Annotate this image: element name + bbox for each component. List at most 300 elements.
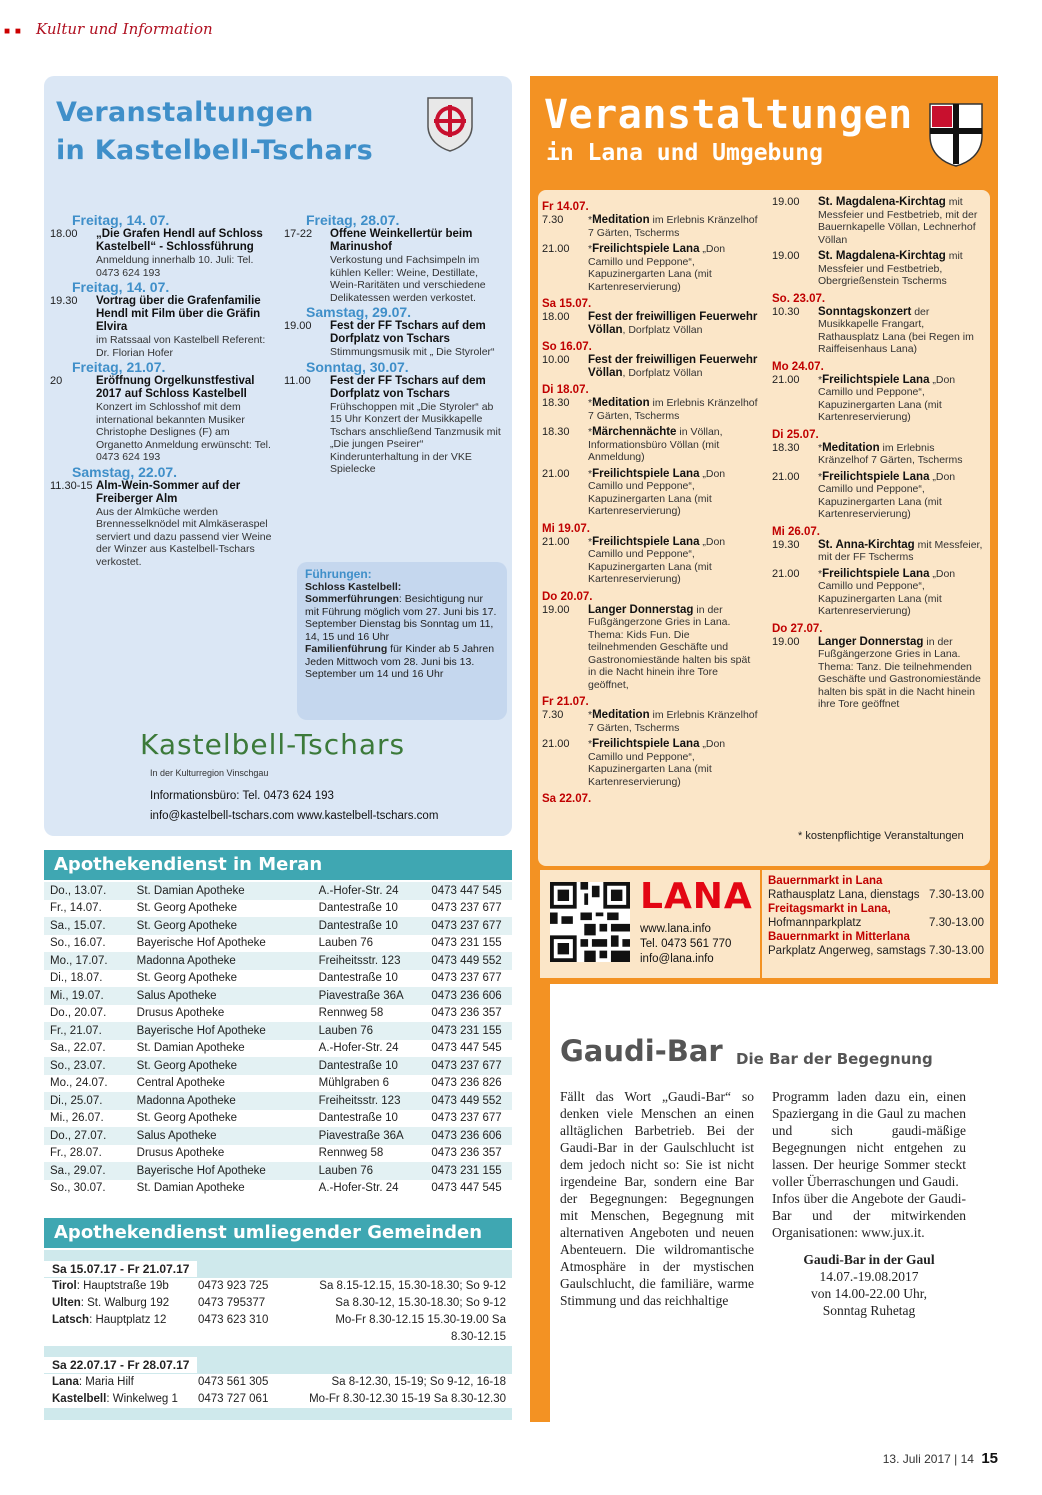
table-cell: 0473 231 155 — [425, 1162, 512, 1180]
kastelbell-column-1 — [50, 212, 276, 568]
event-desc: mit Messfeier und Festbetrieb, mit der Bauernkapelle Völlan, Lechnerhof Völlan — [818, 196, 978, 246]
market-title: Bauernmarkt in Mitterlana — [768, 931, 910, 943]
table-cell: St. Georg Apotheke — [131, 1057, 313, 1075]
table-cell: St. Damian Apotheke — [131, 882, 313, 900]
table-cell: St. Georg Apotheke — [136, 1112, 238, 1125]
event-body — [330, 375, 506, 476]
lana-subtitle: in Lana und Umgebung — [546, 140, 823, 166]
event — [50, 228, 276, 279]
market-row — [768, 888, 984, 902]
event-time: 21.00 — [772, 567, 800, 580]
table-cell: 0473 237 677 — [431, 972, 502, 985]
event-title: Eröffnung Orgelkunstfestival 2017 auf Schloss Kastelbell — [96, 375, 255, 400]
pharmacy-phone: 0473 923 725 — [198, 1280, 269, 1292]
event-day: Freitag, 14. 07. — [72, 279, 170, 295]
period-1: Sa 15.07.17 - Fr 21.07.17 — [44, 1261, 197, 1277]
event-day: So. 23.07. — [772, 292, 826, 305]
event-day: Freitag, 14. 07. — [72, 212, 170, 228]
event-title: Meditation — [592, 709, 650, 721]
table-cell: Dantestraße 10 — [318, 1112, 398, 1125]
event-day: Fr 14.07. — [542, 201, 589, 213]
event-body — [818, 306, 986, 356]
event-star: * — [818, 373, 823, 386]
kastelbell-coat-of-arms-icon — [426, 96, 474, 152]
event-desc: , Dorfplatz Völlan — [622, 366, 703, 379]
table-cell: Mo., 24.07. — [50, 1077, 108, 1090]
event-title: St. Magdalena-Kirchtag — [818, 250, 946, 262]
table-cell: Lauben 76 — [318, 937, 374, 950]
table-cell: Dantestraße 10 — [313, 917, 426, 935]
pharmacy-name — [52, 1391, 198, 1408]
table-cell: So., 30.07. — [50, 1182, 106, 1195]
event-star: * — [588, 709, 593, 721]
pharmacy-address: : Hauptplatz 12 — [89, 1314, 167, 1326]
event-time: 18.30 — [772, 441, 800, 454]
event-title: St. Magdalena-Kirchtag — [818, 196, 946, 208]
fuehrungen-box — [297, 562, 507, 720]
event-star: * — [588, 243, 593, 255]
table-cell: 0473 447 545 — [431, 1042, 502, 1055]
event-body — [588, 468, 760, 518]
event-title: Freilichtspiele Lana — [592, 535, 700, 548]
event-time: 21.00 — [542, 738, 570, 750]
event-star: * — [588, 535, 593, 548]
event-desc: Anmeldung innerhalb 10. Juli: Tel. 0473 624 193 — [96, 254, 254, 279]
event — [542, 354, 760, 379]
pharmacy-row — [44, 1391, 512, 1408]
event-body — [588, 426, 760, 464]
event-desc: „Don Camillo und Peppone“, Kapuzinergarten Lana (mit Kartenreservierung) — [588, 243, 726, 293]
pharmacy-hours: Sa 8.30-12, 15.30-18.30; So 9-12 — [335, 1297, 506, 1309]
table-cell: Drusus Apotheke — [136, 1007, 225, 1020]
event — [542, 536, 760, 586]
pharmacy-phone: 0473 561 305 — [198, 1376, 269, 1388]
pharmacy-name — [52, 1312, 198, 1346]
event-time: 19.30 — [772, 538, 800, 551]
pharmacy-phone: 0473 623 310 — [198, 1314, 269, 1326]
event-body — [818, 196, 986, 246]
table-cell: 0473 449 552 — [425, 1092, 512, 1110]
event — [542, 709, 760, 734]
event — [772, 636, 986, 711]
table-row — [44, 1180, 512, 1198]
event-desc: „Don Camillo und Peppone“, Kapuzinergarten Lana (mit Kartenreservierung) — [588, 738, 726, 788]
lana-contact: www.lana.info Tel. 0473 561 770 info@lana.info — [640, 923, 732, 965]
table-cell: 0473 449 552 — [425, 952, 512, 970]
event-desc: der Musikkapelle Frangart, Rathausplatz Lana (bei Regen im Raiffeisenhaus Lana) — [818, 305, 974, 355]
event-time: 21.00 — [772, 373, 800, 386]
event — [772, 568, 986, 618]
table-cell: Bayerische Hof Apotheke — [131, 1162, 313, 1180]
pharmacy-hours: Mo-Fr 8.30-12.30 15-19 Sa 8.30-12.30 — [309, 1393, 506, 1405]
event-desc: Stimmungsmusik mit „ Die Styroler“ — [330, 346, 495, 358]
table-cell: St. Georg Apotheke — [136, 902, 238, 915]
table-cell: St. Georg Apotheke — [131, 917, 313, 935]
table-cell: Sa., 15.07. — [44, 917, 131, 935]
table-row — [44, 1040, 512, 1058]
event — [772, 306, 986, 356]
markets-box — [762, 870, 990, 978]
event-day: Fr 21.07. — [542, 696, 589, 708]
table-cell: Madonna Apotheke — [131, 1092, 313, 1110]
event-day: Sa 22.07. — [542, 793, 592, 805]
table-cell: Central Apotheke — [136, 1077, 225, 1090]
pharmacy-hours: Sa 8.15-12.15, 15.30-18.30; So 9-12 — [319, 1280, 506, 1292]
page-number: 15 — [981, 1450, 998, 1467]
event-body — [818, 471, 986, 521]
event — [50, 375, 276, 464]
table-cell: Rennweg 58 — [318, 1007, 384, 1020]
event-body — [588, 738, 760, 788]
event-day: So 16.07. — [542, 341, 592, 353]
event-desc: Aus der Almküche werden Brennesselknödel mit Almkäseraspel serviert und dazu passend vier Weine der Winzer aus Kastelbell-Tschars verkostet. — [96, 505, 272, 568]
event-title: Märchennächte — [592, 426, 677, 438]
event — [542, 426, 760, 464]
event-body — [588, 536, 760, 586]
event-desc: im Erlebnis Kränzelhof 7 Gärten, Tscherms — [818, 441, 963, 466]
event-desc: „Don Camillo und Peppone“, Kapuzinergarten Lana (mit Kartenreservierung) — [818, 373, 956, 423]
table-cell: 0473 447 545 — [425, 882, 512, 900]
table-cell: 0473 231 155 — [425, 1022, 512, 1040]
event-time: 17-22 — [284, 228, 313, 240]
table-cell: 0473 236 357 — [431, 1007, 502, 1020]
table-cell: Sa., 22.07. — [50, 1042, 106, 1055]
event-time: 19.30 — [50, 295, 78, 307]
table-cell: Mi., 19.07. — [44, 987, 131, 1005]
table-cell: Do., 20.07. — [50, 1007, 107, 1020]
table-cell: Dantestraße 10 — [313, 1057, 426, 1075]
event-desc: in der Fußgängerzone Gries in Lana. Thema: Kids Fun. Die teilnehmenden Geschäfte und Gastronomiestände halten bis spät in die Nacht hinein ihre Tore geöffnet, — [588, 603, 751, 691]
event — [542, 214, 760, 239]
fuehrungen-p2: Familienführung für Kinder ab 5 Jahren Jeden Mittwoch vom 28. Juni bis 13. September um 14 und 16 Uhr — [305, 643, 495, 680]
market-time: 7.30-13.00 — [929, 889, 984, 901]
event-body — [588, 604, 760, 692]
market-title: Bauernmarkt in Lana — [768, 875, 883, 887]
event-title: Freilichtspiele Lana — [592, 243, 700, 255]
table-cell: Piavestraße 36A — [313, 987, 426, 1005]
event-desc: im Ratssaal von Kastelbell Referent: Dr. Florian Hofer — [96, 334, 266, 359]
event-body — [96, 375, 276, 464]
event-title: Freilichtspiele Lana — [592, 738, 700, 750]
event-day: Samstag, 22.07. — [72, 463, 178, 480]
event-time: 18.00 — [50, 228, 78, 240]
event-desc: Verkostung und Fachsimpeln im kühlen Keller: Weine, Destillate, Wein-Raritäten und verschiedene Delikatessen werden verkostet. — [330, 254, 486, 304]
market-row — [768, 944, 984, 958]
event-time: 19.00 — [284, 320, 312, 332]
event-star: * — [818, 441, 823, 454]
event-title: Fest der FF Tschars auf dem Dorfplatz von Tschars — [330, 320, 486, 345]
table-cell: Mühlgraben 6 — [318, 1077, 389, 1090]
event-time: 18.30 — [542, 426, 570, 438]
pharmacy-hours: Mo-Fr 8.30-12.15 15.30-19.00 Sa 8.30-12.15 — [335, 1314, 506, 1343]
table-row — [44, 917, 512, 935]
event-body — [818, 374, 986, 424]
event-star: * — [818, 470, 823, 483]
event-body — [330, 228, 506, 304]
event-title: St. Anna-Kirchtag — [818, 538, 915, 551]
table-cell: Salus Apotheke — [131, 1127, 313, 1145]
qr-code-icon — [550, 882, 630, 962]
table-cell: A.-Hofer-Str. 24 — [313, 882, 426, 900]
table-cell: 0473 237 677 — [425, 1057, 512, 1075]
event-desc: „Don Camillo und Peppone“, Kapuzinergarten Lana (mit Kartenreservierung) — [818, 470, 956, 520]
event-body — [588, 354, 760, 379]
market-place: Rathausplatz Lana, dienstags — [768, 889, 920, 901]
event-title: Freilichtspiele Lana — [822, 470, 930, 483]
event — [284, 375, 506, 476]
table-cell: A.-Hofer-Str. 24 — [318, 1182, 399, 1195]
event — [772, 442, 986, 467]
pharmacy-address: : St. Walburg 192 — [80, 1297, 170, 1309]
event — [772, 250, 986, 288]
event-day: Mi 26.07. — [772, 525, 820, 538]
event-body — [96, 295, 276, 359]
event-body — [588, 709, 760, 734]
event — [284, 320, 506, 359]
event-time: 21.00 — [772, 470, 800, 483]
event-star: * — [588, 467, 593, 480]
apotheke-table — [44, 882, 512, 1197]
event-star: * — [818, 567, 823, 580]
market-title: Freitagsmarkt in Lana, — [768, 903, 891, 915]
table-cell: A.-Hofer-Str. 24 — [318, 1042, 399, 1055]
event — [772, 471, 986, 521]
event-time: 19.00 — [772, 196, 800, 208]
table-cell: Madonna Apotheke — [131, 952, 313, 970]
event-desc: „Don Camillo und Peppone“, Kapuzinergarten Lana (mit Kartenreservierung) — [818, 567, 956, 617]
kastelbell-box — [44, 76, 512, 836]
event-time: 21.00 — [542, 243, 570, 255]
table-row — [44, 882, 512, 900]
event-day: Sonntag, 30.07. — [306, 358, 409, 375]
event-time: 18.00 — [542, 311, 570, 323]
table-cell: St. Damian Apotheke — [136, 1042, 245, 1055]
event — [542, 397, 760, 422]
event-time: 18.30 — [542, 397, 570, 409]
event-star: * — [588, 397, 593, 409]
apotheke-umliegend-box — [44, 1250, 512, 1420]
table-cell: 0473 236 826 — [431, 1077, 502, 1090]
event-title: Langer Donnerstag — [588, 603, 694, 616]
event-time: 20 — [50, 375, 63, 387]
event-title: Vortrag über die Grafenfamilie Hendl mit Film über die Gräfin Elvira — [96, 295, 261, 333]
event-body — [818, 250, 986, 288]
gaudi-column-2: Programm laden dazu ein, einen Spaziergang in die Gaul zu machen und sich gaudi-mäßige Begegnungen nicht entgehen zu lassen. Der heurige Sommer steckt voller Überraschungen und Gaudi. Infos über die Angebote der Gaudi-Bar und der mitwirkenden Organisationen: www.jux.it. Gaudi-Bar in der Gaul 14.07.-19.08.2017 von 14.00-22.00 Uhr, Sonntag Ruhetag — [772, 1089, 966, 1318]
pharmacy-place: Latsch — [52, 1314, 90, 1326]
event-title: Fest der FF Tschars auf dem Dorfplatz von Tschars — [330, 374, 486, 400]
event-body — [818, 568, 986, 618]
table-cell: Mi., 26.07. — [50, 1112, 104, 1125]
table-cell: Do., 27.07. — [44, 1127, 131, 1145]
market-time: 7.30-13.00 — [929, 945, 984, 957]
apotheke-title: Apothekendienst in Meran — [44, 850, 512, 880]
table-cell: Freiheitsstr. 123 — [313, 952, 426, 970]
pharmacy-address: : Maria Hilf — [78, 1376, 134, 1388]
pharmacy-address: : Winkelweg 1 — [106, 1393, 178, 1405]
lana-logo: LANA — [640, 876, 753, 917]
event-time: 19.00 — [772, 635, 800, 648]
event-title: Meditation — [592, 397, 650, 409]
event — [772, 374, 986, 424]
event-body — [96, 228, 276, 279]
event — [284, 228, 506, 304]
pharmacy-row — [44, 1295, 512, 1312]
event-day: Freitag, 28.07. — [306, 212, 400, 228]
event — [50, 295, 276, 359]
event-star: * — [588, 738, 593, 750]
event-body — [818, 539, 986, 564]
table-cell: 0473 237 677 — [431, 902, 502, 915]
event-desc: im Erlebnis Kränzelhof 7 Gärten, Tscherms — [588, 397, 758, 422]
table-row — [44, 1127, 512, 1145]
table-row — [44, 1075, 512, 1093]
event-body — [330, 320, 506, 359]
period-2-rows — [44, 1374, 512, 1408]
event-desc: im Erlebnis Kränzelhof 7 Gärten, Tscherms — [588, 709, 758, 734]
pharmacy-hours: Sa 8-12.30, 15-19; So 9-12, 16-18 — [331, 1376, 506, 1388]
event-time: 19.00 — [772, 250, 800, 262]
table-cell: Fr., 21.07. — [44, 1022, 131, 1040]
table-row — [44, 1110, 512, 1128]
event-day: Do 20.07. — [542, 590, 593, 603]
event-title: Meditation — [822, 441, 880, 454]
event-time: 21.00 — [542, 535, 570, 548]
table-row — [44, 970, 512, 988]
table-cell: Drusus Apotheke — [136, 1147, 225, 1160]
lana-info-box — [540, 870, 760, 978]
event-day: Do 27.07. — [772, 622, 823, 635]
table-row — [44, 1162, 512, 1180]
event-time: 21.00 — [542, 467, 570, 480]
table-cell: Lauben 76 — [313, 1022, 426, 1040]
table-row — [44, 1022, 512, 1040]
event-title: Freilichtspiele Lana — [822, 567, 930, 580]
event-desc: im Erlebnis Kränzelhof 7 Gärten, Tscherms — [588, 214, 758, 239]
pharmacy-phone: 0473 727 061 — [198, 1393, 269, 1405]
gaudi-subtitle: Die Bar der Begegnung — [736, 1050, 933, 1068]
event-desc: mit Messfeier und Festbetrieb, Obergrießenstein Tscherms — [818, 250, 963, 287]
table-cell: Lauben 76 — [313, 1162, 426, 1180]
event — [542, 738, 760, 788]
pharmacy-name — [52, 1295, 198, 1312]
table-cell: Piavestraße 36A — [313, 1127, 426, 1145]
section-title: Kultur und Information — [36, 20, 213, 38]
table-cell: St. Georg Apotheke — [136, 972, 238, 985]
pharmacy-address: : Hauptstraße 19b — [76, 1280, 169, 1292]
kastelbell-title: Veranstaltungen in Kastelbell-Tschars — [56, 97, 373, 166]
table-row — [44, 1057, 512, 1075]
fuehrungen-p1: Sommerführungen: Besichtigung nur mit Führung möglich vom 27. Juni bis 17. September Dienstag bis Sonntag um 11, 14, 15 und 16 Uhr — [305, 593, 497, 643]
event-desc: Frühschoppen mit „Die Styroler“ ab 15 Uhr Konzert der Musikkapelle Tschars anschließend Tanzmusik mit „Die jungen Pseirer“ Kinderunterhaltung in der VKE Spielecke — [330, 400, 501, 475]
event-time: 7.30 — [542, 709, 564, 721]
table-cell: Bayerische Hof Apotheke — [136, 937, 266, 950]
pharmacy-place: Kastelbell — [52, 1393, 107, 1405]
table-cell: Sa., 29.07. — [44, 1162, 131, 1180]
table-cell: Mo., 17.07. — [44, 952, 131, 970]
period-2: Sa 22.07.17 - Fr 28.07.17 — [44, 1357, 197, 1373]
event-time: 19.00 — [542, 603, 570, 616]
event-body — [588, 397, 760, 422]
table-cell: 0473 236 606 — [425, 987, 512, 1005]
kastelbell-column-2 — [284, 212, 506, 476]
pharmacy-row — [44, 1374, 512, 1391]
lana-box — [530, 76, 998, 1422]
event — [542, 311, 760, 336]
event-title: Fest der freiwilligen Feuerwehr Völlan — [588, 311, 758, 336]
header-dots: ■ ■ — [4, 26, 22, 37]
event-day: Mi 19.07. — [542, 522, 590, 535]
event-title: Meditation — [592, 214, 650, 226]
event-time: 10.30 — [772, 305, 800, 318]
table-cell: 0473 236 606 — [425, 1127, 512, 1145]
event — [772, 196, 986, 246]
pharmacy-row — [44, 1312, 512, 1346]
kastelbell-contact: Informationsbüro: Tel. 0473 624 193 info@kastelbell-tschars.com www.kastelbell-tschars.com — [150, 790, 439, 822]
event-desc: Konzert im Schlosshof mit dem international bekannten Musiker Christophe Deslignes (F) am Organetto Anmeldung erwünscht: Tel. 0473 624 193 — [96, 401, 271, 463]
event-time: 11.00 — [284, 374, 311, 387]
period-1-rows — [44, 1278, 512, 1346]
table-cell: Dantestraße 10 — [318, 972, 398, 985]
table-cell: St. Damian Apotheke — [136, 1182, 245, 1195]
event — [772, 539, 986, 564]
table-cell: 0473 237 677 — [431, 1112, 502, 1125]
event-day: Di 18.07. — [542, 384, 589, 396]
lana-coat-of-arms-icon — [928, 102, 984, 168]
lana-title: Veranstaltungen — [544, 92, 913, 138]
gaudi-title: Gaudi-Bar — [560, 1034, 723, 1068]
page-footer: 13. Juli 2017 | 14 15 — [882, 1450, 998, 1467]
lana-events — [538, 190, 990, 866]
market-time: 7.30-13.00 — [929, 917, 984, 929]
event-time: 11.30-15 — [50, 479, 93, 492]
table-row — [44, 1145, 512, 1163]
event-body — [818, 636, 986, 711]
event-body — [818, 442, 986, 467]
table-row — [44, 935, 512, 953]
event — [542, 604, 760, 692]
event-title: Langer Donnerstag — [818, 635, 924, 648]
fuehrungen-title: Führungen: — [305, 567, 372, 581]
pharmacy-row — [44, 1278, 512, 1295]
kastelbell-brand: Kastelbell-Tschars — [140, 728, 406, 761]
event-day: Samstag, 29.07. — [306, 304, 412, 320]
event-time: 7.30 — [542, 214, 564, 226]
event-body — [588, 243, 760, 293]
market-row — [768, 916, 984, 930]
fuehrungen-sub: Schloss Kastelbell: — [305, 580, 402, 593]
table-cell: Di., 18.07. — [50, 972, 103, 985]
table-cell: So., 23.07. — [44, 1057, 131, 1075]
event — [542, 243, 760, 293]
table-cell: So., 16.07. — [50, 937, 106, 950]
event-title: Offene Weinkellertür beim Marinushof — [330, 228, 473, 253]
pharmacy-name — [52, 1278, 198, 1295]
apotheke-umliegend-title: Apothekendienst umliegender Gemeinden — [44, 1218, 512, 1248]
event-desc: in Völlan, Informationsbüro Völlan (mit Anmeldung) — [588, 426, 723, 463]
pharmacy-phone: 0473 795377 — [198, 1297, 266, 1309]
table-cell: Fr., 14.07. — [50, 902, 102, 915]
event-day: Sa 15.07. — [542, 298, 592, 310]
pharmacy-name — [52, 1374, 198, 1391]
kastelbell-brand-sub: In der Kulturregion Vinschgau — [150, 768, 269, 778]
table-cell: 0473 447 545 — [431, 1182, 502, 1195]
event-star: * — [588, 214, 593, 226]
event-star: * — [588, 426, 593, 438]
table-cell: Fr., 28.07. — [50, 1147, 102, 1160]
event-body — [588, 214, 760, 239]
market-place: Hofmannparkplatz — [768, 917, 862, 929]
event-desc: in der Fußgängerzone Gries in Lana. Thema: Tanz. Die teilnehmenden Geschäfte und Gastronomiestände halten bis spät in die Nacht hinein ihre Tore geöffnet — [818, 635, 981, 710]
